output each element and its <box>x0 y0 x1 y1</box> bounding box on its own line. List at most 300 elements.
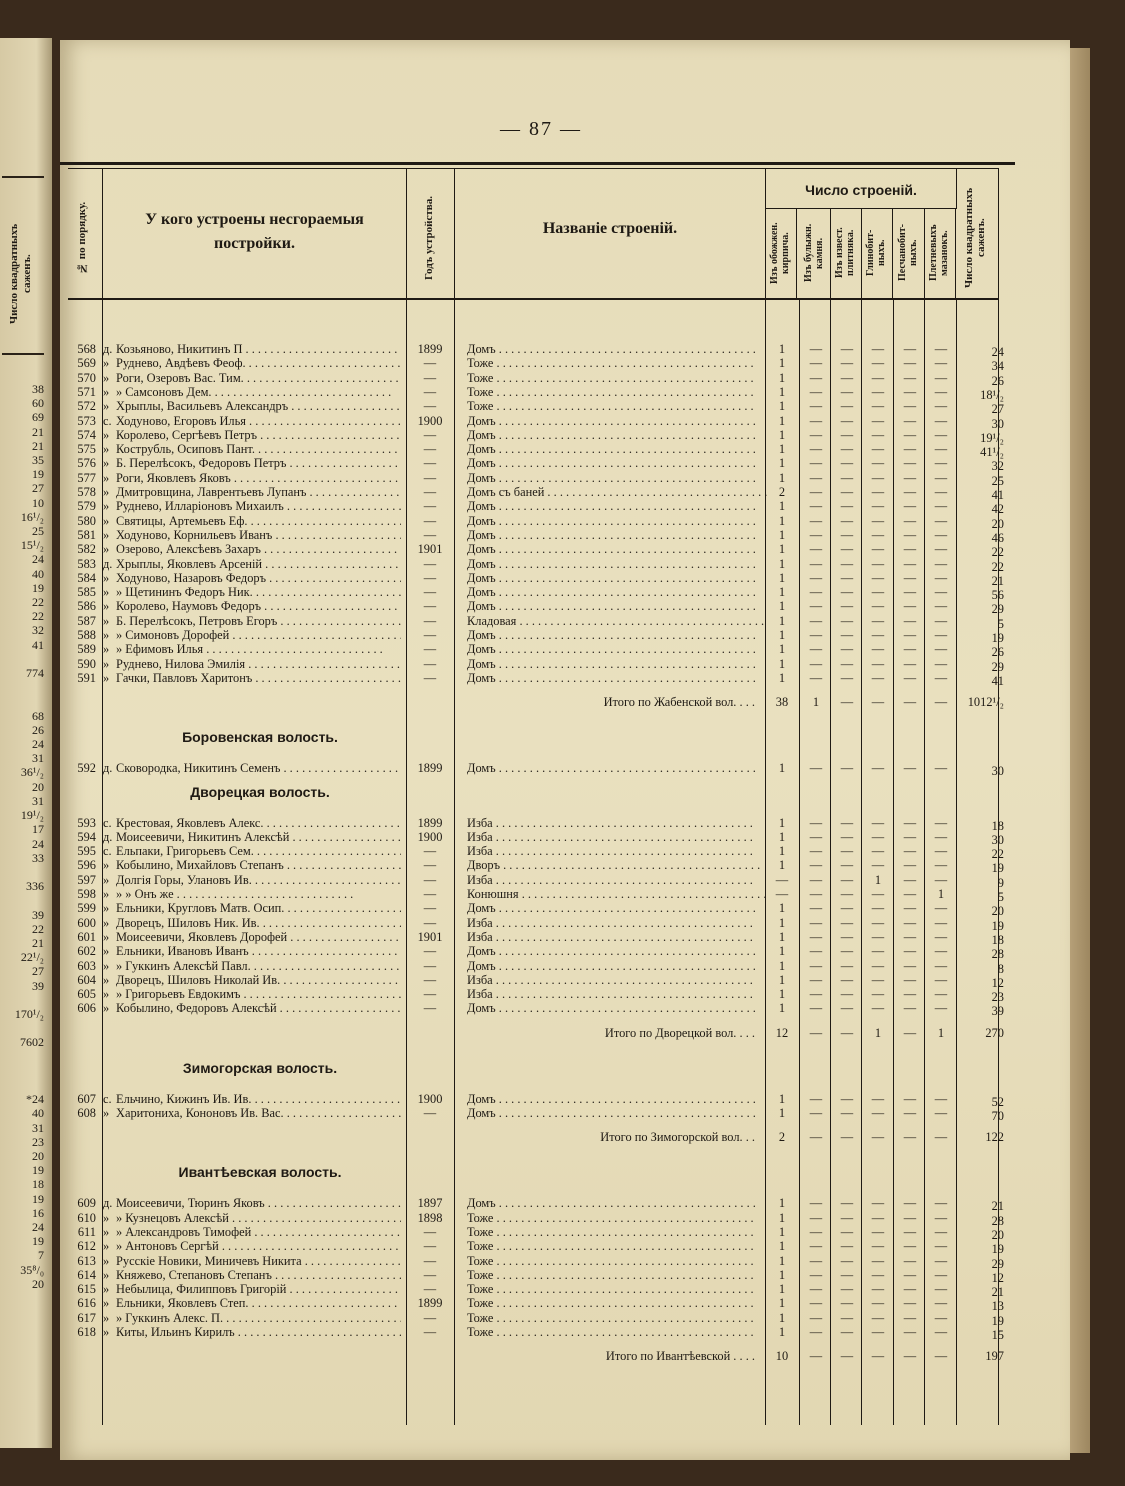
count-cell: — <box>934 513 948 528</box>
year-built: — <box>423 1106 437 1120</box>
previous-page-value: 26 <box>32 722 44 737</box>
row-number: 595 <box>77 844 96 859</box>
count-cell: — <box>871 1091 885 1106</box>
settlement-type: д. <box>103 1196 113 1211</box>
count-cell: — <box>903 513 917 528</box>
previous-page-value: *24 <box>26 1092 44 1107</box>
settlement-type: д. <box>103 829 113 844</box>
count-cell: 1 <box>778 427 786 442</box>
settlement-type: д. <box>103 761 113 776</box>
building-name: Домъ . . . <box>467 442 767 456</box>
count-cell: 1 <box>778 670 786 685</box>
previous-page-value: 19 <box>32 580 44 595</box>
count-cell: — <box>903 356 917 371</box>
row-number: 579 <box>77 499 96 514</box>
total-label: Итого по Зимогорской вол. . . <box>600 1130 755 1145</box>
count-cell: 1 <box>778 929 786 944</box>
count-cell: — <box>934 485 948 499</box>
row-number: 581 <box>77 527 96 542</box>
area-value: 270 <box>985 1025 1004 1040</box>
row-number: 584 <box>77 570 96 585</box>
owner-name: » Самсоновъ Дем. . . . <box>116 385 401 399</box>
owner-name: Моисеевичи, Яковлевъ Дорофей . . . <box>116 930 401 944</box>
count-cell: — <box>934 695 948 710</box>
settlement-type: » <box>103 356 110 371</box>
year-built: — <box>423 499 437 514</box>
previous-page-value: 19 <box>32 1234 44 1249</box>
count-cell: 1 <box>778 642 786 657</box>
count-cell: 1 <box>778 527 786 542</box>
count-cell: — <box>903 1130 917 1145</box>
previous-page-value: 60 <box>32 396 44 411</box>
area-value: 15 <box>991 1328 1004 1342</box>
count-cell: — <box>903 1106 917 1120</box>
building-name: Тоже . . . <box>467 1211 767 1225</box>
owner-name: Королево, Сергѣевъ Петръ . . . <box>116 428 401 442</box>
count-cell: — <box>840 887 854 901</box>
year-built: — <box>423 470 437 485</box>
row-number: 617 <box>77 1310 96 1325</box>
year-built: 1900 <box>417 413 443 428</box>
header-subcolumn-c2: Изъ булыжн. камня. <box>803 223 825 283</box>
previous-page-value: 7 <box>38 1248 44 1263</box>
building-name: Домъ . . . <box>467 642 767 656</box>
count-cell: — <box>809 642 823 657</box>
count-cell: — <box>903 642 917 657</box>
count-cell: — <box>871 570 885 585</box>
count-cell: — <box>871 987 885 1002</box>
previous-page-value: 20 <box>32 779 44 794</box>
area-value: 20 <box>991 516 1004 531</box>
previous-page-value: 31 <box>32 1120 44 1135</box>
count-cell: — <box>809 1253 823 1268</box>
count-cell: 1 <box>778 915 786 930</box>
count-cell: — <box>840 442 854 457</box>
year-built: — <box>423 887 437 901</box>
building-name: Домъ . . . <box>467 671 767 685</box>
settlement-type: » <box>103 513 110 528</box>
previous-page-value: 18 <box>32 1177 44 1192</box>
building-name: Домъ . . . <box>467 944 767 958</box>
area-value: 24 <box>991 345 1004 359</box>
row-number: 600 <box>77 915 96 930</box>
total-label: Итого по Дворецкой вол. . . . <box>604 1025 755 1040</box>
area-value: 25 <box>991 473 1004 488</box>
column-line <box>799 298 800 1425</box>
building-name: Тоже . . . <box>467 1311 767 1325</box>
settlement-type: » <box>103 670 110 685</box>
previous-page-value: 22¹/₂ <box>20 950 44 965</box>
year-built: — <box>423 556 437 571</box>
count-cell: 1 <box>778 987 786 1002</box>
count-cell: 1 <box>778 470 786 485</box>
count-cell: — <box>934 972 948 987</box>
year-built: — <box>423 599 437 614</box>
building-name: Домъ . . . <box>467 542 767 556</box>
building-name: Домъ . . . <box>467 414 767 428</box>
previous-page-value: 21 <box>32 935 44 950</box>
count-cell: — <box>840 370 854 385</box>
row-number: 597 <box>77 872 96 887</box>
count-cell: — <box>934 815 948 830</box>
building-name: Дворъ . . . <box>467 858 767 872</box>
count-cell: — <box>871 599 885 614</box>
count-cell: — <box>871 485 885 499</box>
previous-page-value: 69 <box>32 410 44 425</box>
count-cell: — <box>903 456 917 471</box>
count-cell: — <box>809 527 823 542</box>
count-cell: — <box>809 485 823 499</box>
year-built: — <box>423 485 437 499</box>
count-cell: 12 <box>775 1025 789 1040</box>
area-value: 41¹/₂ <box>980 445 1004 460</box>
settlement-type: с. <box>103 844 112 859</box>
owner-name: Княжево, Степановъ Степанъ . . . <box>116 1268 401 1282</box>
count-cell: — <box>903 1349 917 1364</box>
count-cell: — <box>840 384 854 399</box>
count-cell: — <box>934 844 948 859</box>
row-number: 611 <box>77 1224 96 1239</box>
year-built: — <box>423 1325 437 1339</box>
count-cell: — <box>903 1196 917 1211</box>
count-cell: — <box>840 1267 854 1282</box>
area-value: 22 <box>991 847 1004 862</box>
count-cell: — <box>934 613 948 628</box>
owner-name: » Симоновъ Дорофей . . . <box>116 628 401 642</box>
count-cell: — <box>840 1310 854 1325</box>
building-name: Домъ . . . <box>467 761 767 775</box>
row-number: 574 <box>77 427 96 442</box>
owner-name: Ходуново, Егоровъ Илья . . . <box>116 414 401 428</box>
count-cell: — <box>871 695 885 710</box>
count-cell: — <box>871 342 885 356</box>
owner-name: Ходуново, Назаровъ Федоръ . . . <box>116 571 401 585</box>
count-cell: 1 <box>778 1210 786 1225</box>
row-number: 573 <box>77 413 96 428</box>
header-subcolumn-cell <box>766 208 797 298</box>
count-cell: — <box>840 1210 854 1225</box>
count-cell: — <box>934 599 948 614</box>
building-name: Изба . . . <box>467 916 767 930</box>
area-value: 21 <box>991 1199 1004 1214</box>
count-cell: — <box>809 513 823 528</box>
area-value: 5 <box>997 890 1004 904</box>
count-cell: — <box>809 613 823 628</box>
settlement-type: » <box>103 1210 110 1225</box>
row-number: 616 <box>77 1296 96 1311</box>
area-value: 122 <box>985 1130 1004 1145</box>
count-cell: — <box>840 1091 854 1106</box>
year-built: — <box>423 958 437 973</box>
year-built: — <box>423 656 437 671</box>
count-cell: 1 <box>778 958 786 973</box>
owner-name: Кобылино, Федоровъ Алексѣй . . . <box>116 1001 401 1015</box>
count-cell: — <box>840 1296 854 1311</box>
building-name: Домъ . . . <box>467 959 767 973</box>
count-cell: — <box>809 1025 823 1040</box>
count-cell: — <box>809 1349 823 1364</box>
count-cell: 1 <box>778 1325 786 1339</box>
previous-page-value: 22 <box>32 595 44 610</box>
row-number: 586 <box>77 599 96 614</box>
count-cell: — <box>903 670 917 685</box>
count-cell: — <box>809 1296 823 1311</box>
header-subcolumn-c3: Изъ извест. плитняка. <box>834 227 856 279</box>
count-cell: — <box>840 670 854 685</box>
count-cell: — <box>871 901 885 916</box>
count-cell: — <box>871 1224 885 1239</box>
count-cell: — <box>840 1224 854 1239</box>
count-cell: 1 <box>937 1025 945 1040</box>
row-number: 575 <box>77 442 96 457</box>
owner-name: Харитониха, Кононовъ Ив. Вас. . . . <box>116 1106 401 1120</box>
count-cell: — <box>903 399 917 414</box>
count-cell: — <box>840 972 854 987</box>
year-built: — <box>423 585 437 600</box>
count-cell: 1 <box>778 858 786 873</box>
settlement-type: » <box>103 944 110 959</box>
owner-name: » Антоновъ Сергѣй . . . <box>116 1239 401 1253</box>
building-name: Домъ . . . <box>467 1196 767 1210</box>
building-name: Домъ . . . <box>467 471 767 485</box>
count-cell: 1 <box>778 384 786 399</box>
settlement-type: » <box>103 456 110 471</box>
settlement-type: » <box>103 972 110 987</box>
owner-name: Гачки, Павловъ Харитонъ . . . <box>116 671 401 685</box>
row-number: 613 <box>77 1253 96 1268</box>
count-cell: — <box>903 570 917 585</box>
previous-page-value: 24 <box>32 836 44 851</box>
settlement-type: » <box>103 1282 110 1297</box>
building-name: Тоже . . . <box>467 371 767 385</box>
previous-page-value: 17 <box>32 822 44 837</box>
count-cell: — <box>934 1296 948 1311</box>
row-number: 609 <box>77 1196 96 1211</box>
year-built: — <box>423 370 437 385</box>
owner-name: Королево, Наумовъ Федоръ . . . <box>116 599 401 613</box>
building-name: Тоже . . . <box>467 356 767 370</box>
previous-page-value <box>15 680 44 694</box>
count-cell: — <box>809 1224 823 1239</box>
count-cell: — <box>840 695 854 710</box>
count-cell: 1 <box>778 1310 786 1325</box>
settlement-type: » <box>103 542 110 557</box>
building-name: Тоже . . . <box>467 1239 767 1253</box>
row-number: 592 <box>77 761 96 776</box>
count-cell: 10 <box>775 1349 789 1364</box>
count-cell: — <box>871 1296 885 1311</box>
count-cell: — <box>809 872 823 887</box>
settlement-type: » <box>103 1224 110 1239</box>
count-cell: — <box>903 761 917 776</box>
header-subcolumn-cell <box>894 208 925 298</box>
count-cell: — <box>903 872 917 887</box>
count-cell: — <box>871 1196 885 1211</box>
settlement-type: » <box>103 887 110 901</box>
owner-name: Ельпаки, Григорьевъ Сем. . . . <box>116 844 401 858</box>
count-cell: — <box>871 670 885 685</box>
owner-name: Роги, Яковлевъ Яковъ . . . <box>116 471 401 485</box>
area-value: 23 <box>991 990 1004 1005</box>
row-number: 587 <box>77 613 96 628</box>
count-cell: — <box>903 887 917 901</box>
count-cell: — <box>840 513 854 528</box>
count-cell: — <box>903 628 917 642</box>
previous-page-value <box>15 1078 44 1092</box>
settlement-type: » <box>103 1325 110 1339</box>
previous-page-value: 40 <box>32 1106 44 1121</box>
count-cell: — <box>934 427 948 442</box>
building-name: Домъ . . . <box>467 571 767 585</box>
count-cell: — <box>934 929 948 944</box>
year-built: 1901 <box>417 542 443 557</box>
count-cell: — <box>903 1253 917 1268</box>
count-cell: — <box>871 1253 885 1268</box>
count-cell: — <box>903 1282 917 1297</box>
count-cell: — <box>903 1025 917 1040</box>
count-cell: — <box>809 370 823 385</box>
count-cell: 1 <box>778 815 786 830</box>
count-cell: 1 <box>778 1253 786 1268</box>
previous-page-value: 21 <box>32 424 44 439</box>
count-cell: — <box>871 915 885 930</box>
previous-page-value <box>15 694 44 708</box>
count-cell: — <box>840 1106 854 1120</box>
year-built: — <box>423 872 437 887</box>
count-cell: — <box>934 1349 948 1364</box>
count-cell: — <box>809 858 823 873</box>
building-name: Кладовая . . . <box>467 614 767 628</box>
count-cell: — <box>934 413 948 428</box>
count-cell: — <box>871 829 885 844</box>
count-cell: — <box>840 1253 854 1268</box>
previous-page-value: 41 <box>32 637 44 652</box>
row-number: 588 <box>77 628 96 642</box>
count-cell: — <box>903 427 917 442</box>
row-number: 618 <box>77 1325 96 1339</box>
owner-name: Моисеевичи, Никитинъ Алексѣй . . . <box>116 830 401 844</box>
count-cell: — <box>809 570 823 585</box>
owner-name: Б. Перелѣсокъ, Петровъ Егоръ . . . <box>116 614 401 628</box>
count-cell: — <box>903 815 917 830</box>
previous-page-value: 22 <box>32 609 44 624</box>
count-cell: — <box>871 887 885 901</box>
area-value: 39 <box>991 1004 1004 1019</box>
owner-name: » Щетининъ Федоръ Ник. . . . <box>116 585 401 599</box>
area-value: 34 <box>991 359 1004 374</box>
settlement-type: » <box>103 1267 110 1282</box>
count-cell: — <box>809 1282 823 1297</box>
building-name: Изба . . . <box>467 816 767 830</box>
count-cell: — <box>903 929 917 944</box>
count-cell: — <box>934 642 948 657</box>
previous-page-value: 27 <box>32 964 44 979</box>
owner-name: » » Онъ же . . . <box>116 887 401 901</box>
count-cell: — <box>934 1130 948 1145</box>
count-cell: 1 <box>778 1091 786 1106</box>
count-cell: — <box>934 1210 948 1225</box>
area-value: 1012¹/₂ <box>967 695 1004 710</box>
count-cell: — <box>871 844 885 859</box>
previous-page-value: 39 <box>32 907 44 922</box>
count-cell: — <box>840 915 854 930</box>
previous-page-edge <box>0 38 52 1448</box>
count-cell: — <box>903 1239 917 1254</box>
count-cell: 1 <box>778 1106 786 1120</box>
year-built: — <box>423 915 437 930</box>
count-cell: — <box>903 958 917 973</box>
area-value: 20 <box>991 904 1004 919</box>
count-cell: 1 <box>874 872 882 887</box>
owner-name: Кобылино, Михайловъ Степанъ . . . <box>116 858 401 872</box>
area-value: 22 <box>991 545 1004 560</box>
count-cell: — <box>903 442 917 457</box>
count-cell: 1 <box>778 1296 786 1311</box>
count-cell: — <box>840 1239 854 1254</box>
area-value: 22 <box>991 559 1004 574</box>
count-cell: — <box>903 370 917 385</box>
count-cell: 1 <box>778 1224 786 1239</box>
count-cell: — <box>809 915 823 930</box>
building-name: Тоже . . . <box>467 1254 767 1268</box>
building-name: Домъ . . . <box>467 901 767 915</box>
count-cell: — <box>840 570 854 585</box>
count-cell: — <box>809 929 823 944</box>
settlement-type: » <box>103 1310 110 1325</box>
total-label: Итого по Ивантѣевской . . . . <box>605 1349 755 1364</box>
count-cell: — <box>840 427 854 442</box>
count-cell: — <box>840 958 854 973</box>
count-cell: — <box>840 1325 854 1339</box>
previous-page-value: 40 <box>32 566 44 581</box>
count-cell: — <box>871 399 885 414</box>
count-cell: — <box>871 456 885 471</box>
count-cell: — <box>809 356 823 371</box>
top-rule <box>60 162 1015 165</box>
count-cell: 1 <box>778 442 786 457</box>
header-owner-cell <box>103 168 407 298</box>
area-value: 19 <box>991 631 1004 645</box>
area-value: 26 <box>991 645 1004 660</box>
header-no-cell <box>68 168 103 298</box>
count-cell: — <box>840 642 854 657</box>
count-cell: — <box>871 858 885 873</box>
area-value: 12 <box>991 975 1004 990</box>
count-cell: — <box>934 542 948 557</box>
previous-page-value: 170¹/₂ <box>14 1006 44 1021</box>
count-cell: — <box>840 556 854 571</box>
building-name: Домъ . . . <box>467 514 767 528</box>
count-cell: — <box>871 356 885 371</box>
count-cell: — <box>775 887 789 901</box>
area-value: 18¹/₂ <box>980 387 1004 402</box>
settlement-type: » <box>103 642 110 657</box>
header-count-group-label: Число строеній. <box>805 182 917 198</box>
settlement-type: » <box>103 427 110 442</box>
count-cell: — <box>840 499 854 514</box>
count-cell: — <box>809 556 823 571</box>
count-cell: — <box>934 1106 948 1120</box>
area-value: 46 <box>991 530 1004 545</box>
count-cell: 1 <box>778 1001 786 1016</box>
area-value: 21 <box>991 1285 1004 1300</box>
count-cell: — <box>903 1267 917 1282</box>
count-cell: — <box>903 1210 917 1225</box>
building-name: Тоже . . . <box>467 1268 767 1282</box>
previous-page-value: 31 <box>32 751 44 766</box>
count-cell: — <box>809 1196 823 1211</box>
count-cell: 1 <box>778 499 786 514</box>
